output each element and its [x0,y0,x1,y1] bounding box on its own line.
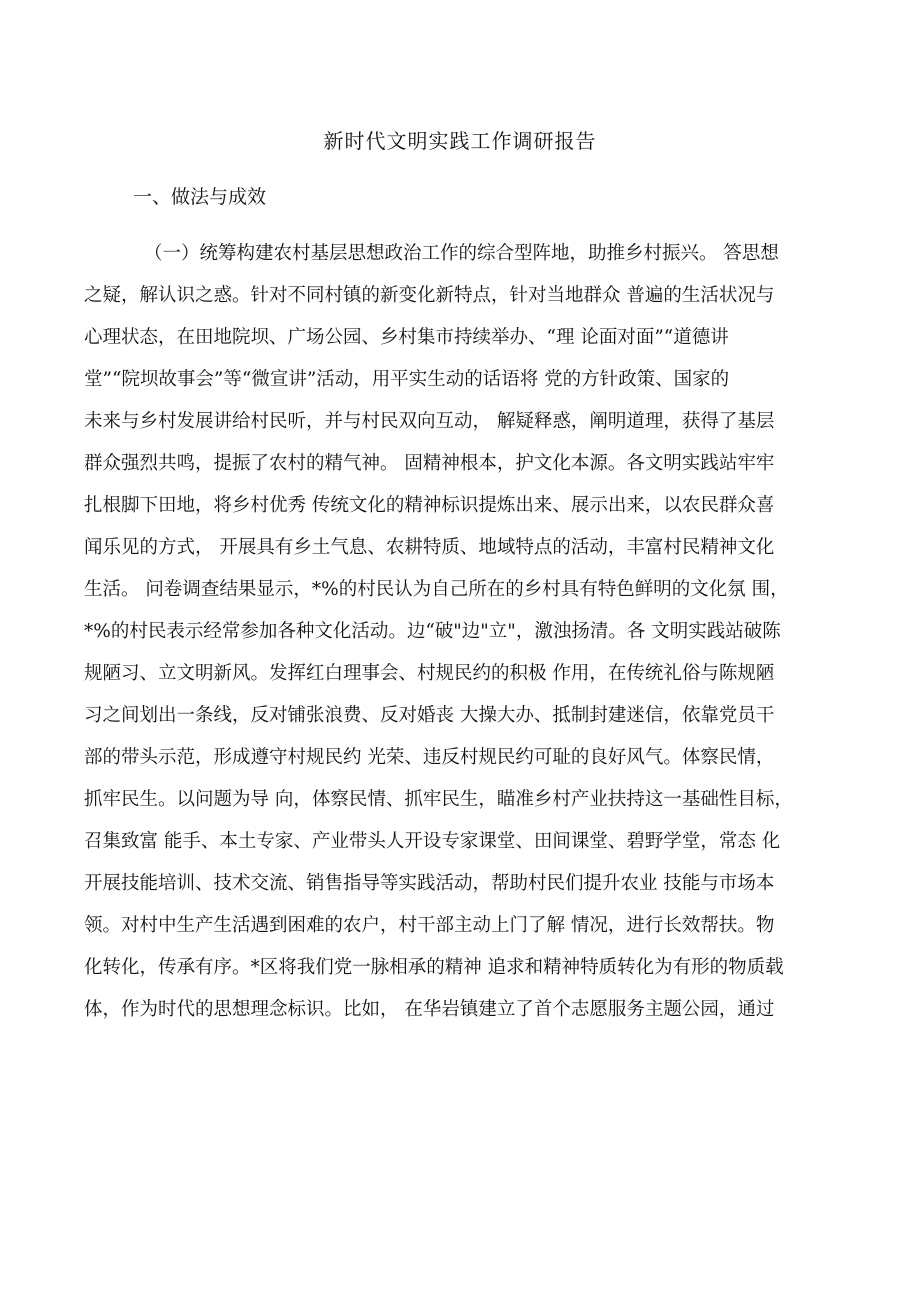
text-line: 部的带头示范，形成遵守村规民约 光荣、违反村规民约可耻的良好风气。体察民情， [84,747,775,768]
document-title: 新时代文明实践工作调研报告 [323,129,597,153]
text-line: 堂”“院坝故事会”等“微宣讲”活动，用平实生动的话语将 党的方针政策、国家的 [84,369,730,390]
text-line: 规陋习、立文明新风。发挥红白理事会、村规民约的积极 作用，在传统礼俗与陈规陋 [84,663,775,684]
section-heading: 一、做法与成效 [133,186,267,208]
text-line: *%的村民表示经常参加各种文化活动。边“破"边"立"，激浊扬清。各 文明实践站破陈 [84,621,781,642]
text-line: 生活。 问卷调查结果显示，*%的村民认为自己所在的乡村具有特色鲜明的文化氛 围， [84,579,789,600]
text-line: 闻乐见的方式， 开展具有乡土气息、农耕特质、地域特点的活动，丰富村民精神文化 [84,537,775,558]
text-line: 抓牢民生。以问题为导 向，体察民情、抓牢民生，瞄准乡村产业扶持这一基础性目标， [84,789,793,810]
text-line: 之疑，解认识之惑。针对不同村镇的新变化新特点，针对当地群众 普遍的生活状况与 [84,285,775,306]
text-line: 扎根脚下田地，将乡村优秀 传统文化的精神标识提炼出来、展示出来，以农民群众喜 [84,495,775,516]
text-line: 心理状态，在田地院坝、广场公园、乡村集市持续举办、“理 论面对面”“道德讲 [84,327,729,348]
body-text [84,233,854,1031]
text-line: 习之间划出一条线，反对铺张浪费、反对婚丧 大操大办、抵制封建迷信，依靠党员干 [84,705,775,726]
text-line: 体，作为时代的思想理念标识。比如， 在华岩镇建立了首个志愿服务主题公园，通过 [84,999,775,1020]
text-line: 未来与乡村发展讲给村民听，并与村民双向互动， 解疑释惑，阐明道理，获得了基层 [84,411,775,432]
text-line: 开展技能培训、技术交流、销售指导等实践活动，帮助村民们提升农业 技能与市场本 [84,873,775,894]
text-line: 群众强烈共鸣，提振了农村的精气神。 固精神根本，护文化本源。各文明实践站牢牢 [84,453,775,474]
text-line: （一）统筹构建农村基层思想政治工作的综合型阵地，助推乡村振兴。 答思想 [144,243,779,264]
text-line: 化转化，传承有序。*区将我们党一脉相承的精神 追求和精神特质转化为有形的物质载 [84,957,784,978]
text-line: 召集致富 能手、本土专家、产业带头人开设专家课堂、田间课堂、碧野学堂，常态 化 [84,831,781,852]
text-line: 领。对村中生产生活遇到困难的农户，村干部主动上门了解 情况，进行长效帮扶。物 [84,915,775,936]
